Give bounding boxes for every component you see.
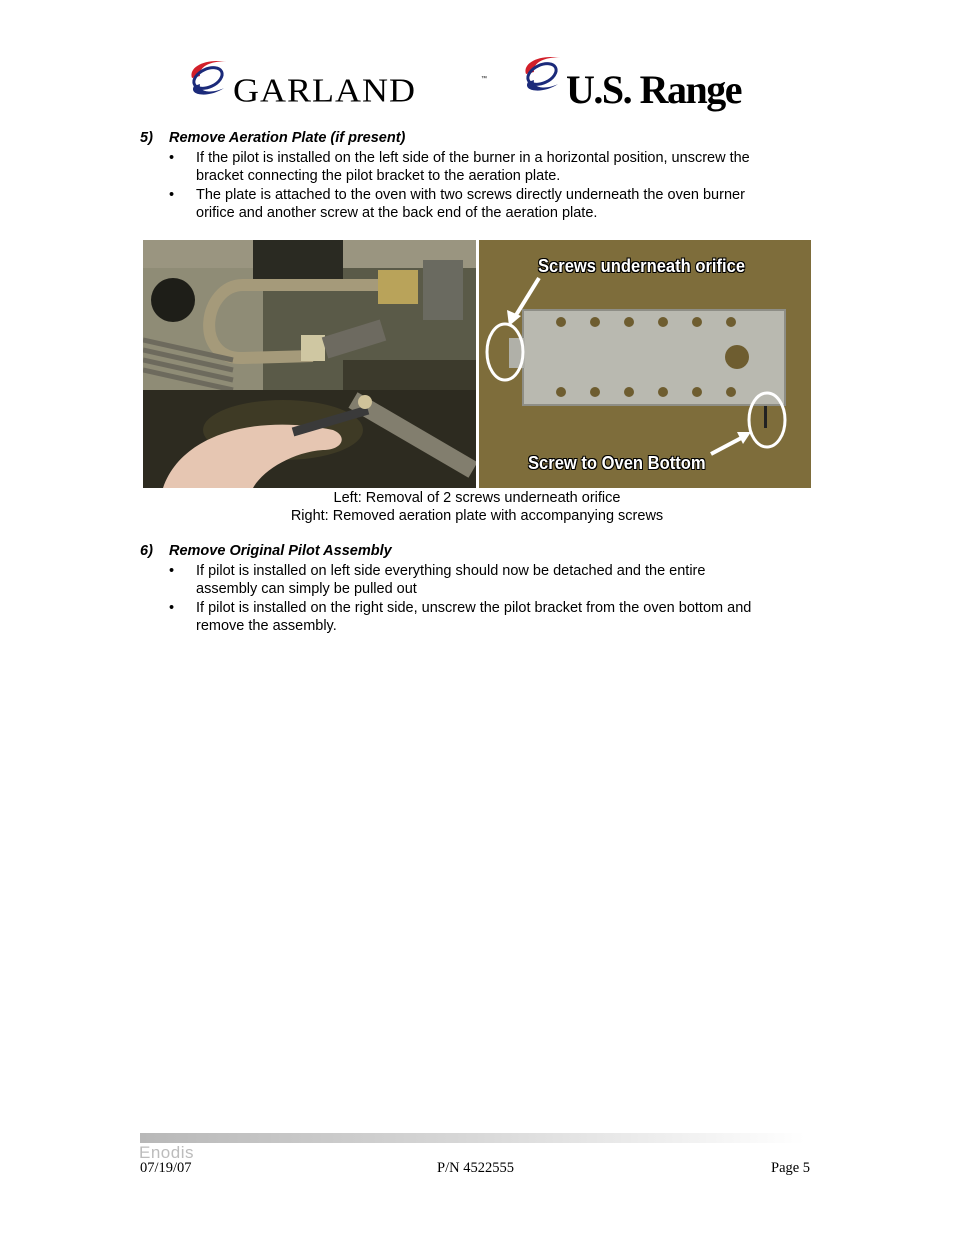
list-item-line: If the pilot is installed on the left side of the burner in a horizontal position, unscrew the xyxy=(196,150,750,166)
footer-divider xyxy=(140,1133,805,1143)
usrange-swoosh-icon xyxy=(520,52,564,96)
list-item-line: bracket connecting the pilot bracket to the aeration plate. xyxy=(196,168,561,184)
label-screw-to-oven-bottom: Screw to Oven Bottom xyxy=(528,453,706,473)
trademark-symbol: ™ xyxy=(481,76,487,82)
bullet-icon: • xyxy=(169,600,175,616)
label-screws-underneath-orifice: Screws underneath orifice xyxy=(538,256,746,276)
section-6-title xyxy=(140,543,392,559)
footer-part-number: P/N 4522555 xyxy=(437,1160,514,1176)
bullet-icon: • xyxy=(169,563,175,579)
footer-brand: Enodis xyxy=(139,1143,194,1162)
section-number: 6) xyxy=(140,543,153,559)
arrow-icon xyxy=(711,436,745,454)
section-5-bullets xyxy=(166,149,826,223)
footer-date: 07/19/07 xyxy=(140,1160,192,1176)
bullet-icon: • xyxy=(169,187,175,203)
annotation-overlay xyxy=(479,240,811,488)
arrow-icon xyxy=(513,278,539,320)
list-item xyxy=(166,149,826,185)
figure-caption-line1: Left: Removal of 2 screws underneath orifice xyxy=(333,490,621,506)
list-item xyxy=(166,562,826,598)
list-item-line: assembly can simply be pulled out xyxy=(196,581,417,597)
section-5-title xyxy=(140,130,405,146)
figure-caption-line2: Right: Removed aeration plate with accompanying screws xyxy=(290,508,664,524)
footer-page-number: Page 5 xyxy=(771,1160,811,1176)
section-number: 5) xyxy=(140,130,153,146)
list-item-line: orifice and another screw at the back end of the aeration plate. xyxy=(196,205,598,221)
garland-swoosh-icon xyxy=(186,56,230,100)
photo-removing-screws xyxy=(143,240,476,488)
list-item-line: remove the assembly. xyxy=(196,618,337,634)
list-item xyxy=(166,186,826,222)
list-item-line: The plate is attached to the oven with two screws directly underneath the oven burner xyxy=(196,187,745,203)
usrange-logo-text: U.S. Range xyxy=(566,67,742,112)
list-item-line: If pilot is installed on left side everything should now be detached and the entire xyxy=(196,563,706,579)
photo-aeration-plate xyxy=(479,240,811,488)
list-item-line: If pilot is installed on the right side, unscrew the pilot bracket from the oven bottom and xyxy=(196,600,752,616)
section-title-text: Remove Aeration Plate (if present) xyxy=(169,130,406,146)
bullet-icon: • xyxy=(169,150,175,166)
list-item xyxy=(166,599,826,635)
section-title-text: Remove Original Pilot Assembly xyxy=(169,543,392,559)
garland-logo-text: GARLAND xyxy=(233,71,416,109)
section-6-bullets xyxy=(166,562,826,636)
